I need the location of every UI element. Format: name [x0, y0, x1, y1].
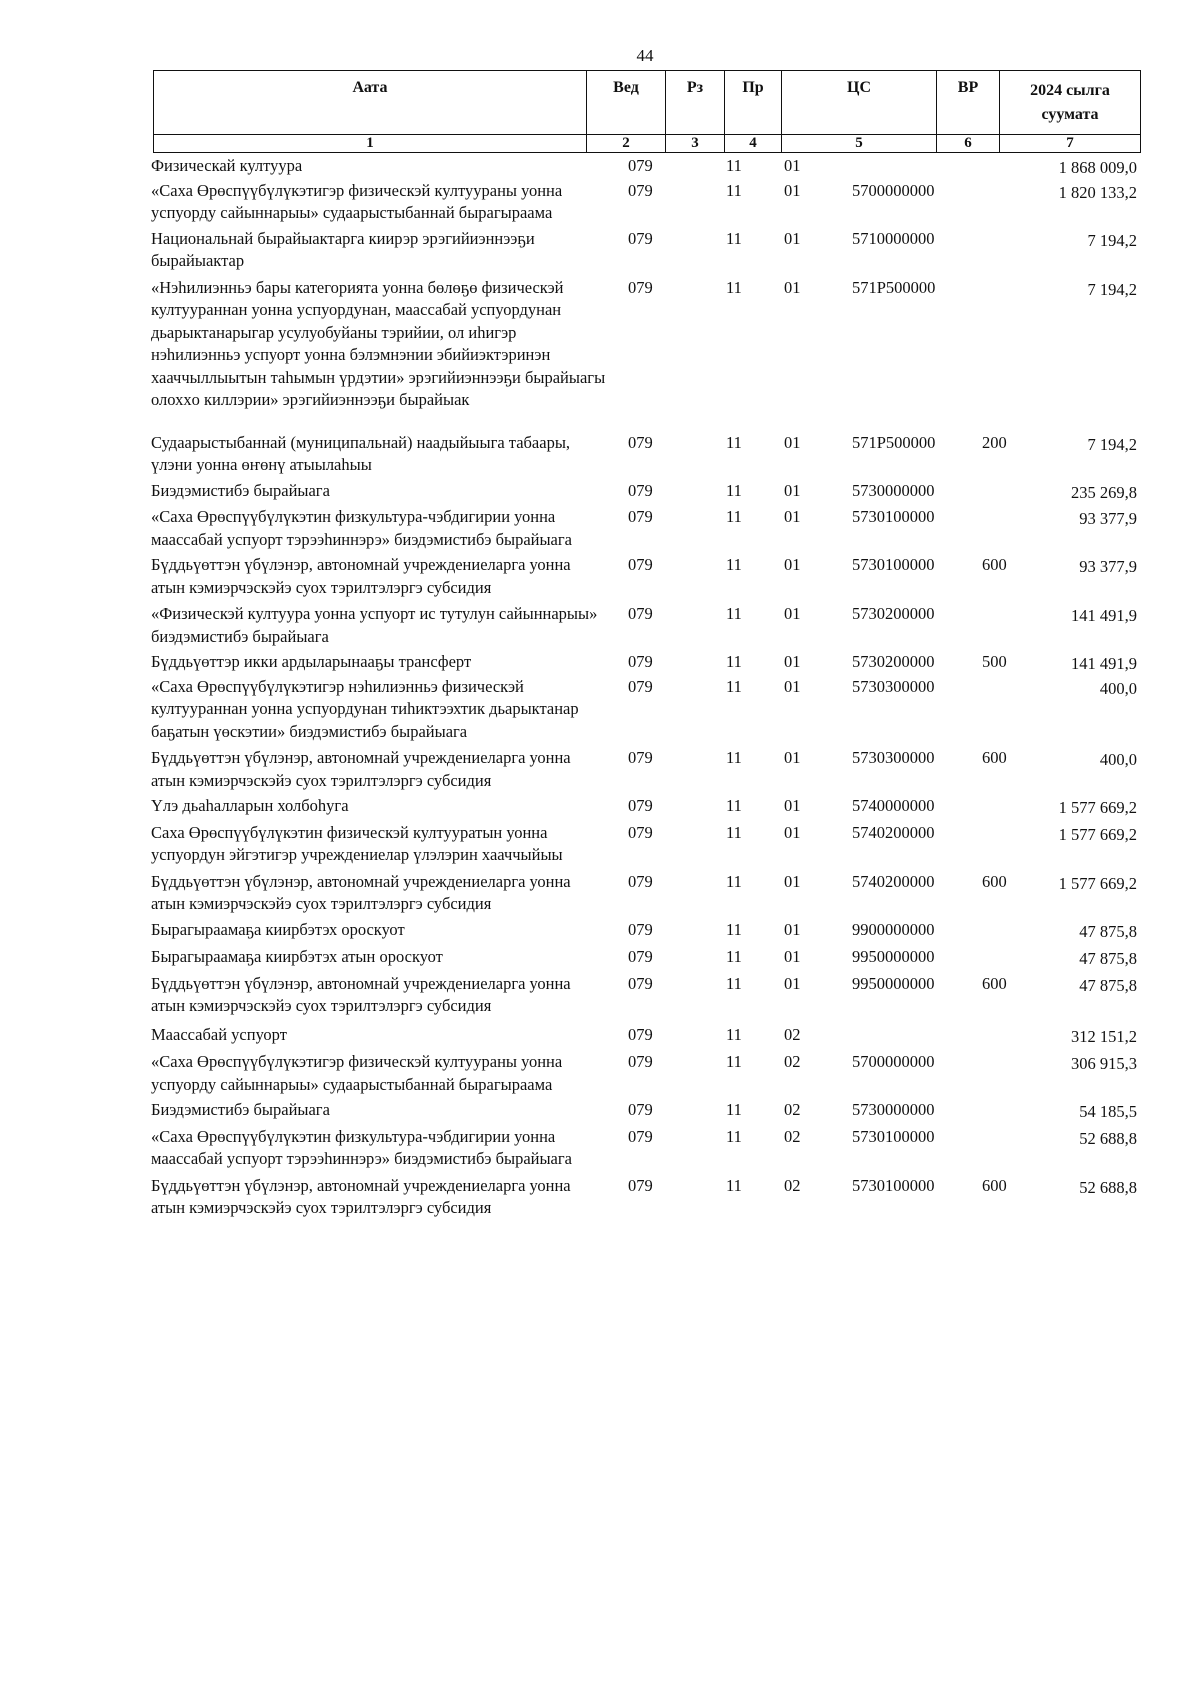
row-pr: 02: [784, 1126, 801, 1146]
row-rz: 11: [726, 748, 742, 767]
row-amount: 54 185,5: [1079, 1102, 1137, 1121]
row-vr: 600: [982, 555, 1007, 574]
row-vr: [976, 676, 1044, 748]
row-pr: 01: [784, 432, 801, 452]
row-vr: [976, 1099, 1044, 1126]
row-ved: 079: [628, 507, 653, 526]
row-cs: 5730300000: [852, 676, 935, 696]
row-cs: 5730200000: [852, 604, 935, 623]
row-cs: 9950000000: [852, 973, 935, 993]
row-rz: 11: [726, 796, 742, 815]
row-vr: [976, 228, 1044, 277]
row-ved: 079: [628, 1024, 653, 1044]
header-num-5: 5: [782, 135, 937, 153]
table-row: [151, 180, 1141, 228]
row-rz: 11: [726, 480, 742, 500]
row-vr: [976, 277, 1044, 432]
row-name: Бүддьүөттэн үбүлэнэр, автономнай учреждениеларга уонна атын кэмиэрчэскэйэ суох тэрилтэлэргэ субсидия: [151, 871, 571, 913]
table-row: [151, 506, 1141, 554]
header-col-cs: ЦС: [782, 71, 937, 135]
row-vr: [976, 506, 1044, 554]
row-cs: 5730100000: [852, 507, 935, 526]
table-row: [151, 1051, 1141, 1099]
row-ved: 079: [628, 604, 653, 623]
table-header: [153, 70, 1141, 153]
row-vr: [976, 822, 1044, 871]
row-ved: 079: [628, 652, 653, 671]
row-name: Физическай култуура: [151, 156, 303, 175]
row-cs: [840, 1024, 976, 1052]
table-row: [151, 676, 1141, 748]
row-ved: 079: [628, 919, 653, 939]
row-amount: 141 491,9: [1071, 606, 1137, 625]
row-ved: 079: [628, 748, 653, 767]
row-pr: 02: [784, 1175, 801, 1195]
row-rz: 11: [726, 822, 742, 842]
row-vr: 200: [982, 432, 1007, 452]
row-vr: [976, 155, 1044, 180]
row-ved: 079: [628, 973, 653, 993]
row-cs: 5740200000: [852, 822, 935, 842]
row-cs: 5740000000: [852, 796, 935, 815]
header-col-pr: Пр: [725, 71, 782, 135]
row-pr: 01: [784, 652, 801, 671]
row-pr: 01: [784, 277, 801, 297]
header-amount-line1: 2024 сылга: [1030, 82, 1110, 99]
table-row: [151, 277, 1141, 432]
row-name: «Саха Өрөспүүбүлүкэтин физкультура-чэбдигирии уонна маассабай успуорт тэрээһиннэрэ» биэдэмистибэ бырайыага: [151, 507, 572, 549]
table-row: [151, 747, 1141, 795]
row-ved: 079: [628, 822, 653, 842]
row-vr: 500: [982, 652, 1007, 671]
table-row: [151, 973, 1141, 1024]
row-ved: 079: [628, 277, 653, 297]
row-vr: [976, 1051, 1044, 1099]
row-cs: 5730100000: [852, 555, 935, 574]
row-cs: 5730000000: [852, 1100, 935, 1119]
table-row: [151, 795, 1141, 822]
row-amount: 52 688,8: [1079, 1128, 1137, 1148]
row-amount: 7 194,2: [1087, 279, 1137, 299]
row-vr: [976, 1024, 1044, 1052]
table-row: [151, 1024, 1141, 1052]
row-vr: [976, 1126, 1044, 1175]
row-vr: [976, 919, 1044, 947]
row-rz: 11: [726, 652, 742, 671]
header-num-4: 4: [725, 135, 782, 153]
row-pr: 01: [784, 748, 801, 767]
row-pr: 01: [784, 822, 801, 842]
row-cs: 5730200000: [852, 652, 935, 671]
row-ved: 079: [628, 1052, 653, 1071]
row-amount: 141 491,9: [1071, 654, 1137, 673]
row-ved: 079: [628, 1126, 653, 1146]
row-cs: 5700000000: [852, 1052, 935, 1071]
row-name: Биэдэмистибэ бырайыага: [151, 1100, 330, 1119]
header-col-vr: ВР: [937, 71, 1000, 135]
row-amount: 312 151,2: [1071, 1026, 1137, 1046]
row-pr: 01: [784, 555, 801, 574]
row-ved: 079: [628, 480, 653, 500]
row-name: «Саха Өрөспүүбүлүкэтин физкультура-чэбдигирии уонна маассабай успуорт тэрээһиннэрэ» биэдэмистибэ бырайыага: [151, 1126, 572, 1168]
row-vr: 600: [982, 748, 1007, 767]
row-rz: 11: [726, 919, 742, 939]
row-ved: 079: [628, 796, 653, 815]
row-name: Бүддьүөттэр икки ардыларынааҕы трансферт: [151, 652, 472, 671]
row-name: «Физическэй култуура уонна успуорт ис тутулун сайыннарыы» биэдэмистибэ бырайыага: [151, 604, 598, 646]
row-pr: 01: [784, 156, 801, 175]
row-name: Бүддьүөттэн үбүлэнэр, автономнай учреждениеларга уонна атын кэмиэрчэскэйэ суох тэрилтэлэргэ субсидия: [151, 555, 571, 597]
row-pr: 01: [784, 228, 801, 248]
row-cs: 5740200000: [852, 871, 935, 891]
table-row: [151, 228, 1141, 277]
row-pr: 02: [784, 1052, 801, 1071]
row-name: Үлэ дьаһалларын холбоһуга: [151, 796, 349, 815]
row-pr: 01: [784, 947, 801, 966]
row-ved: 079: [628, 871, 653, 891]
header-col-name: Аата: [154, 71, 587, 135]
row-rz: 11: [726, 1175, 742, 1195]
row-pr: 01: [784, 507, 801, 526]
row-cs: 571P500000: [852, 277, 936, 297]
table-row: [151, 1175, 1141, 1220]
row-name: «Саха Өрөспүүбүлүкэтигэр физическэй култуураны уонна успуорду сайыннарыы» судаарыстыбаннай бырагыраама: [151, 1052, 563, 1094]
header-num-1: 1: [154, 135, 587, 153]
row-name: Бырагыраамаҕа киирбэтэх ороскуот: [151, 919, 405, 939]
row-amount: 47 875,8: [1079, 949, 1137, 968]
row-amount: 1 577 669,2: [1058, 798, 1137, 817]
row-name: Бүддьүөттэн үбүлэнэр, автономнай учреждениеларга уонна атын кэмиэрчэскэйэ суох тэрилтэлэргэ субсидия: [151, 1175, 571, 1217]
row-vr: [976, 603, 1044, 651]
row-rz: 11: [726, 432, 742, 452]
row-cs: 5710000000: [852, 228, 935, 248]
table-row: [151, 919, 1141, 947]
row-cs: 5730300000: [852, 748, 935, 767]
table-row: [151, 603, 1141, 651]
row-rz: 11: [726, 555, 742, 574]
row-name: Бырагыраамаҕа киирбэтэх атын ороскуот: [151, 947, 443, 966]
row-cs: 5730100000: [852, 1175, 935, 1195]
table-row: [151, 1099, 1141, 1126]
row-pr: 01: [784, 480, 801, 500]
row-vr: [976, 180, 1044, 228]
row-ved: 079: [628, 1175, 653, 1195]
row-pr: 01: [784, 180, 801, 200]
row-amount: 1 577 669,2: [1058, 824, 1137, 844]
row-pr: 02: [784, 1024, 801, 1044]
page-number: 44: [636, 46, 654, 65]
table-row: [151, 480, 1141, 507]
row-rz: 11: [726, 604, 742, 623]
row-name: Саха Өрөспүүбүлүкэтин физическэй култууратын уонна успуордун эйгэтигэр учреждениелар үлэлэрин хааччыйыы: [151, 822, 563, 864]
row-cs: 5730000000: [852, 480, 935, 500]
row-amount: 93 377,9: [1079, 509, 1137, 528]
row-cs: 5730100000: [852, 1126, 935, 1146]
header-col-rz: Рз: [666, 71, 725, 135]
row-amount: 93 377,9: [1079, 557, 1137, 576]
row-pr: 01: [784, 919, 801, 939]
header-num-7: 7: [1000, 135, 1141, 153]
row-rz: 11: [726, 507, 742, 526]
row-rz: 11: [726, 1024, 742, 1044]
row-amount: 7 194,2: [1087, 434, 1137, 454]
header-num-3: 3: [666, 135, 725, 153]
row-cs: 9950000000: [852, 947, 935, 966]
row-name: Национальнай бырайыактарга киирэр эрэгийиэннээҕи бырайыактар: [151, 228, 535, 270]
row-amount: 47 875,8: [1079, 921, 1137, 941]
row-name: Бүддьүөттэн үбүлэнэр, автономнай учреждениеларга уонна атын кэмиэрчэскэйэ суох тэрилтэлэргэ субсидия: [151, 973, 571, 1015]
row-amount: 7 194,2: [1087, 230, 1137, 250]
row-vr: [976, 946, 1044, 973]
table-row: [151, 432, 1141, 480]
row-rz: 11: [726, 676, 742, 696]
row-amount: 1 577 669,2: [1058, 873, 1137, 893]
row-cs: [840, 155, 976, 180]
header-number-row: [154, 135, 1141, 153]
row-ved: 079: [628, 228, 653, 248]
table-row: [151, 946, 1141, 973]
row-pr: 02: [784, 1100, 801, 1119]
row-name: «Саха Өрөспүүбүлүкэтигэр нэһилиэнньэ физическэй култуураннан уонна успуордунан тиһиктээхтик дьарыктанар баҕатын үөскэтии» биэдэмистибэ бырайыага: [151, 676, 579, 741]
row-amount: 47 875,8: [1079, 975, 1137, 995]
row-rz: 11: [726, 228, 742, 248]
header-col-amount: [1000, 71, 1141, 135]
row-rz: 11: [726, 277, 742, 297]
row-name: Судаарыстыбаннай (муниципальнай) наадыйыыга табаары, үлэни уонна өҥөнү атыылаһыы: [151, 432, 571, 474]
table-row: [151, 651, 1141, 676]
row-name: Биэдэмистибэ бырайыага: [151, 480, 330, 500]
row-name: Бүддьүөттэн үбүлэнэр, автономнай учреждениеларга уонна атын кэмиэрчэскэйэ суох тэрилтэлэргэ субсидия: [151, 748, 571, 790]
row-amount: 1 820 133,2: [1058, 182, 1137, 202]
row-name: Маассабай успуорт: [151, 1024, 287, 1044]
row-pr: 01: [784, 676, 801, 696]
table-row: [151, 155, 1141, 180]
row-amount: 235 269,8: [1071, 482, 1137, 502]
budget-table: [151, 155, 1141, 1220]
row-vr: [976, 480, 1044, 507]
row-pr: 01: [784, 871, 801, 891]
row-ved: 079: [628, 432, 653, 452]
table-row: [151, 871, 1141, 919]
row-rz: 11: [726, 947, 742, 966]
row-amount: 52 688,8: [1079, 1177, 1137, 1197]
header-num-6: 6: [937, 135, 1000, 153]
row-rz: 11: [726, 180, 742, 200]
budget-rows: [151, 155, 1141, 1220]
row-ved: 079: [628, 1100, 653, 1119]
row-amount: 306 915,3: [1071, 1054, 1137, 1073]
row-rz: 11: [726, 871, 742, 891]
row-rz: 11: [726, 156, 742, 175]
row-pr: 01: [784, 796, 801, 815]
row-pr: 01: [784, 604, 801, 623]
row-name: «Саха Өрөспүүбүлүкэтигэр физическэй култуураны уонна успуорду сайыннарыы» судаарыстыбаннай бырагыраама: [151, 180, 563, 222]
header-col-ved: Вед: [587, 71, 666, 135]
row-vr: 600: [982, 1175, 1007, 1195]
row-vr: 600: [982, 871, 1007, 891]
table-row: [151, 554, 1141, 603]
row-cs: 9900000000: [852, 919, 935, 939]
header-amount-line2: суумата: [1041, 106, 1099, 123]
row-cs: 571P500000: [852, 432, 936, 452]
row-rz: 11: [726, 1100, 742, 1119]
header-num-2: 2: [587, 135, 666, 153]
row-amount: 1 868 009,0: [1058, 158, 1137, 177]
table-row: [151, 1126, 1141, 1175]
row-name: «Нэһилиэнньэ бары категорията уонна бөлөҕө физическэй култуураннан уонна успуордунан, маассабай успуордунан дьарыктанарыгар усулуобуйаны тэрийии, ол иһигэр нэһилиэнньэ успуорт уонна бэлэмнэнии эбийиэктэринэн хааччыллыытын таһымын үрдэтии» эрэгийиэннээҕи бырайыагы олохxo киллэрии» эрэгийиэннээҕи бырайыак: [151, 277, 606, 409]
row-vr: [976, 795, 1044, 822]
row-ved: 079: [628, 676, 653, 696]
row-rz: 11: [726, 1052, 742, 1071]
row-ved: 079: [628, 555, 653, 574]
row-ved: 079: [628, 947, 653, 966]
row-cs: 5700000000: [852, 180, 935, 200]
row-amount: 400,0: [1099, 678, 1137, 698]
row-amount: 400,0: [1099, 750, 1137, 769]
row-rz: 11: [726, 973, 742, 993]
row-pr: 01: [784, 973, 801, 993]
row-ved: 079: [628, 180, 653, 200]
header-row: [154, 71, 1141, 135]
row-ved: 079: [628, 156, 653, 175]
table-row: [151, 822, 1141, 871]
row-vr: 600: [982, 973, 1007, 993]
row-rz: 11: [726, 1126, 742, 1146]
